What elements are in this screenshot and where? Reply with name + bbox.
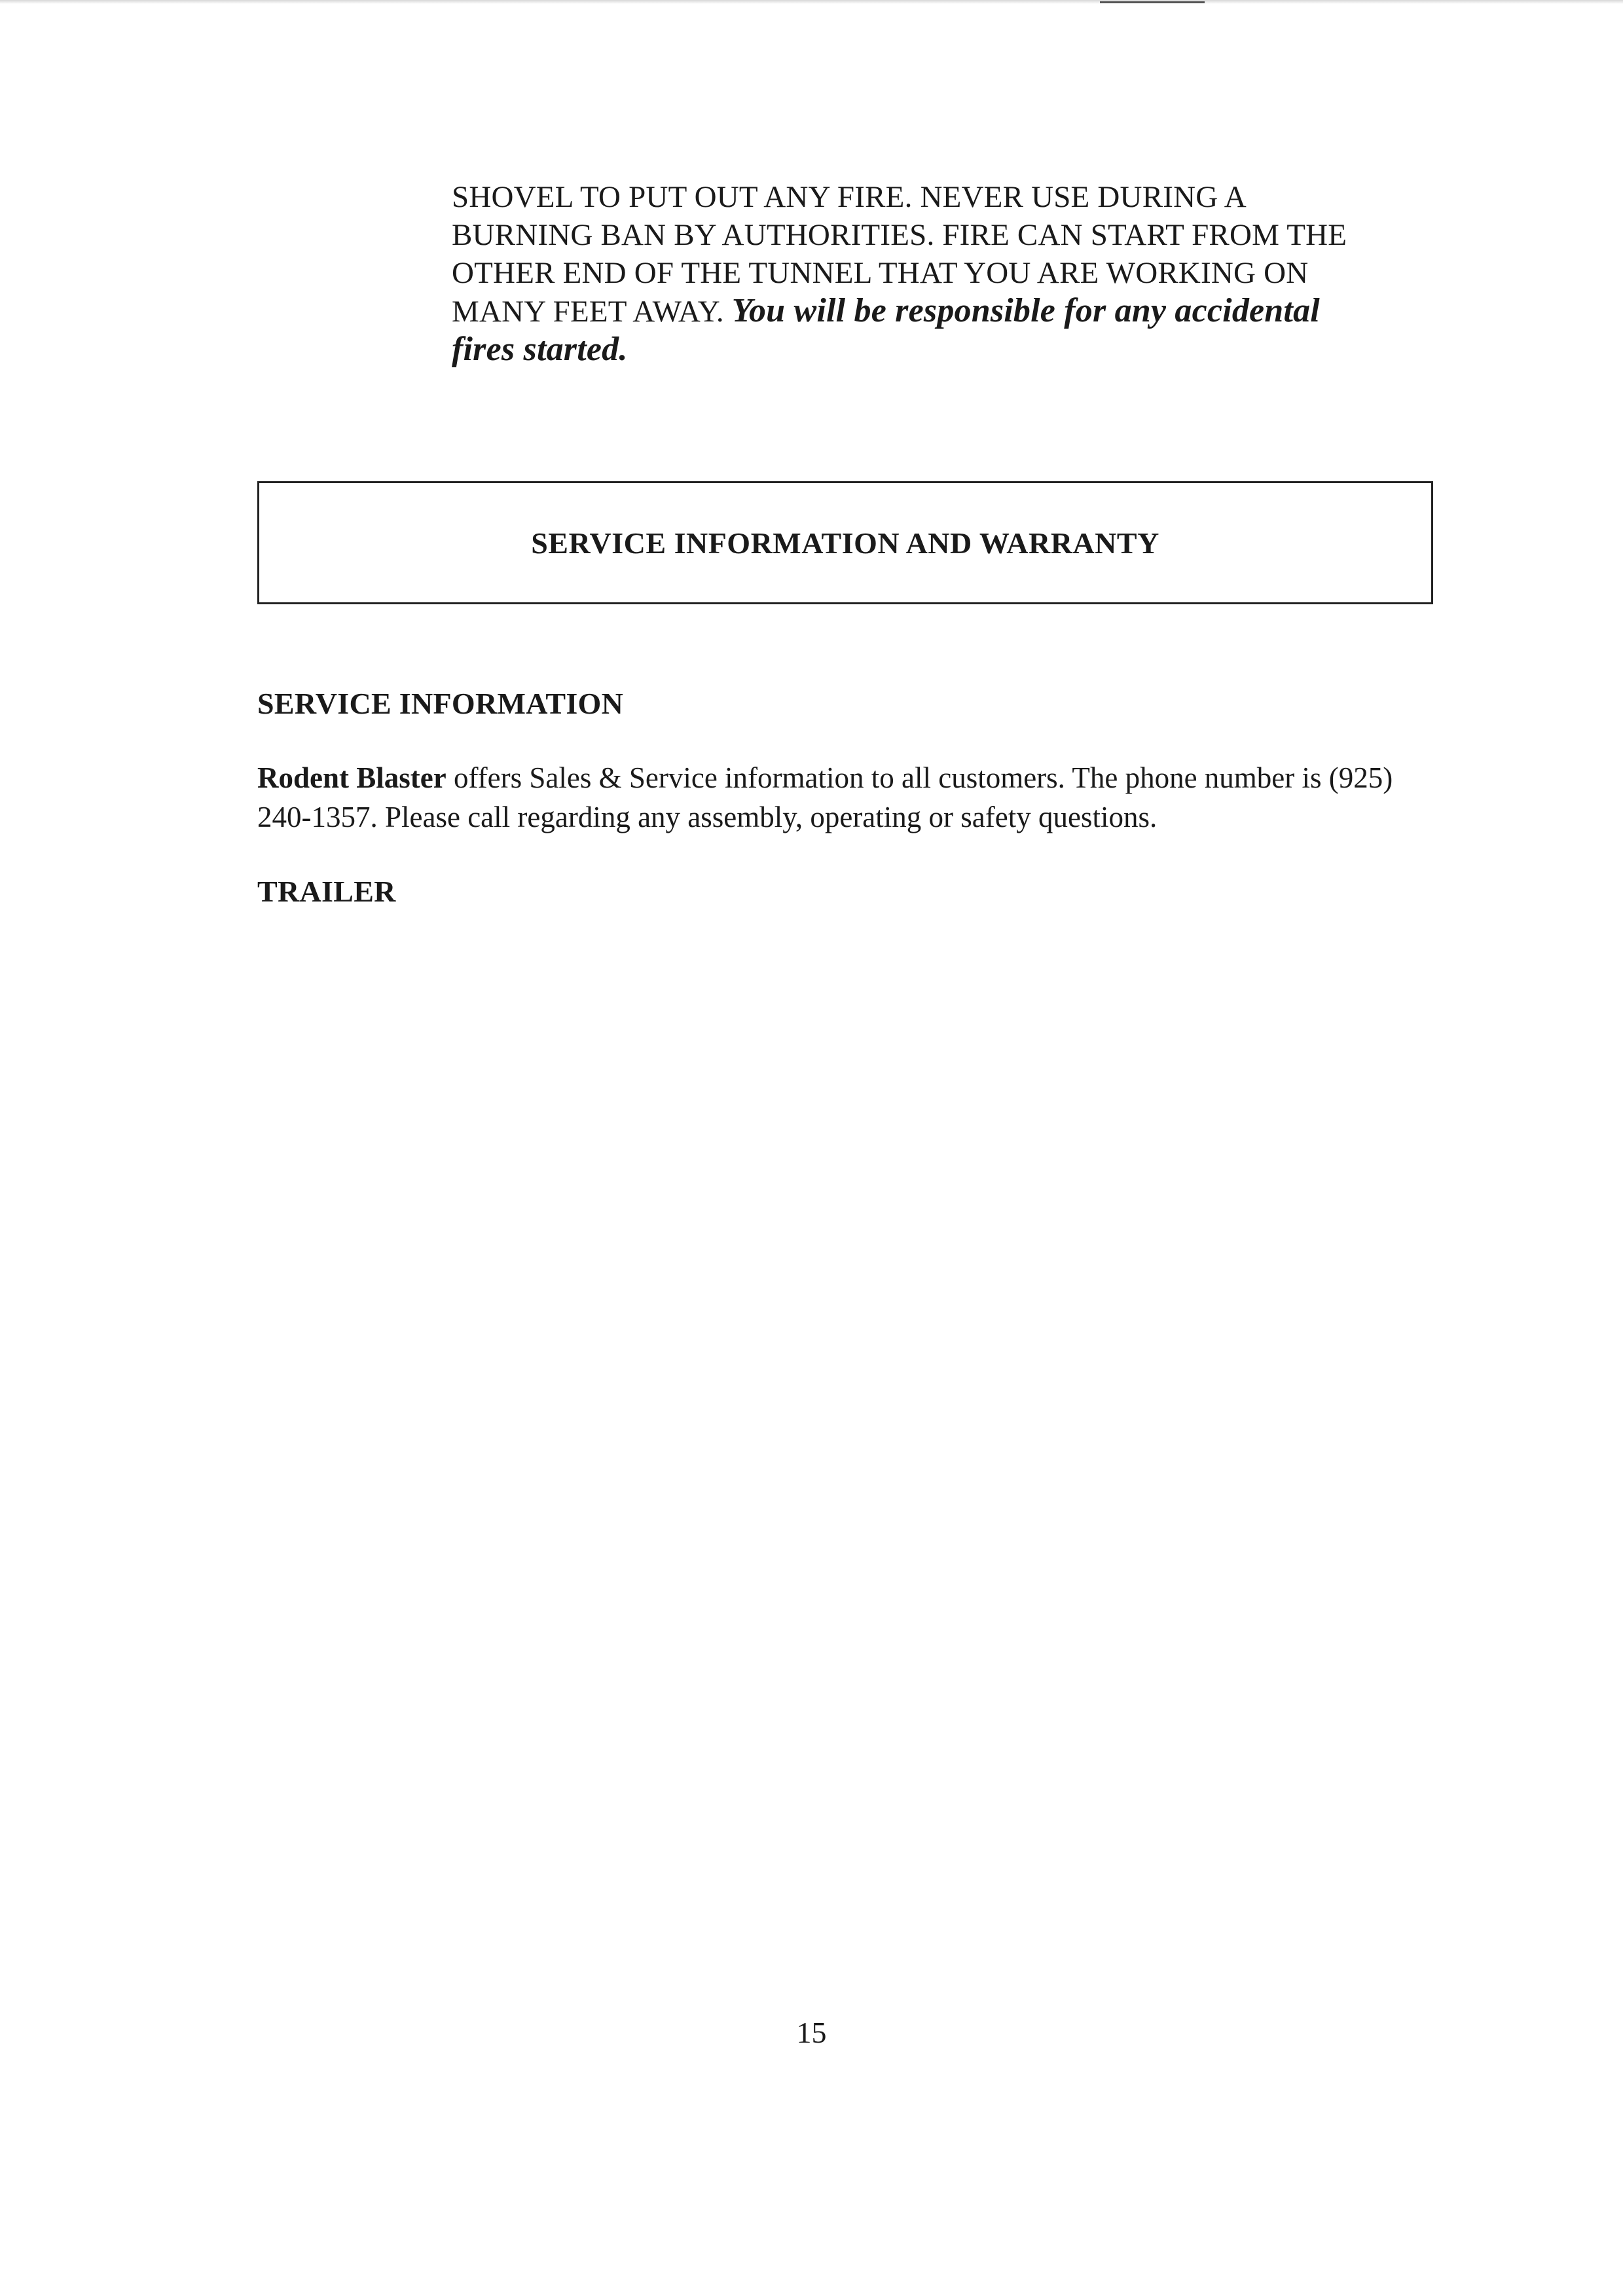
scan-top-edge — [0, 0, 1623, 4]
scan-mark — [1100, 1, 1205, 3]
page-number: 15 — [796, 2016, 827, 2049]
section-title-box — [257, 481, 1433, 604]
responsibility-notice: You will be responsible for any accidental — [731, 292, 1320, 329]
service-information-text: offers Sales & Service information to all customers. The phone number is (925) 240-1357. Please call regarding any assembly, operating or safety questions. — [257, 761, 1393, 833]
brand-name: Rodent Blaster — [257, 761, 447, 794]
service-information-paragraph — [257, 758, 1442, 837]
responsibility-notice-end: fires started. — [452, 331, 628, 368]
trailer-heading: TRAILER — [257, 875, 396, 908]
warning-line: SHOVEL TO PUT OUT ANY FIRE. NEVER USE DURING A — [452, 180, 1247, 214]
warning-line — [452, 331, 1447, 369]
section-title: SERVICE INFORMATION AND WARRANTY — [531, 526, 1159, 560]
service-information-heading: SERVICE INFORMATION — [257, 687, 624, 720]
warning-line — [452, 292, 1447, 331]
fire-warning-block — [452, 178, 1447, 369]
warning-text: MANY FEET AWAY. — [452, 295, 732, 329]
warning-line: BURNING BAN BY AUTHORITIES. FIRE CAN START FROM THE — [452, 218, 1347, 252]
warning-line: OTHER END OF THE TUNNEL THAT YOU ARE WORKING ON — [452, 256, 1309, 290]
